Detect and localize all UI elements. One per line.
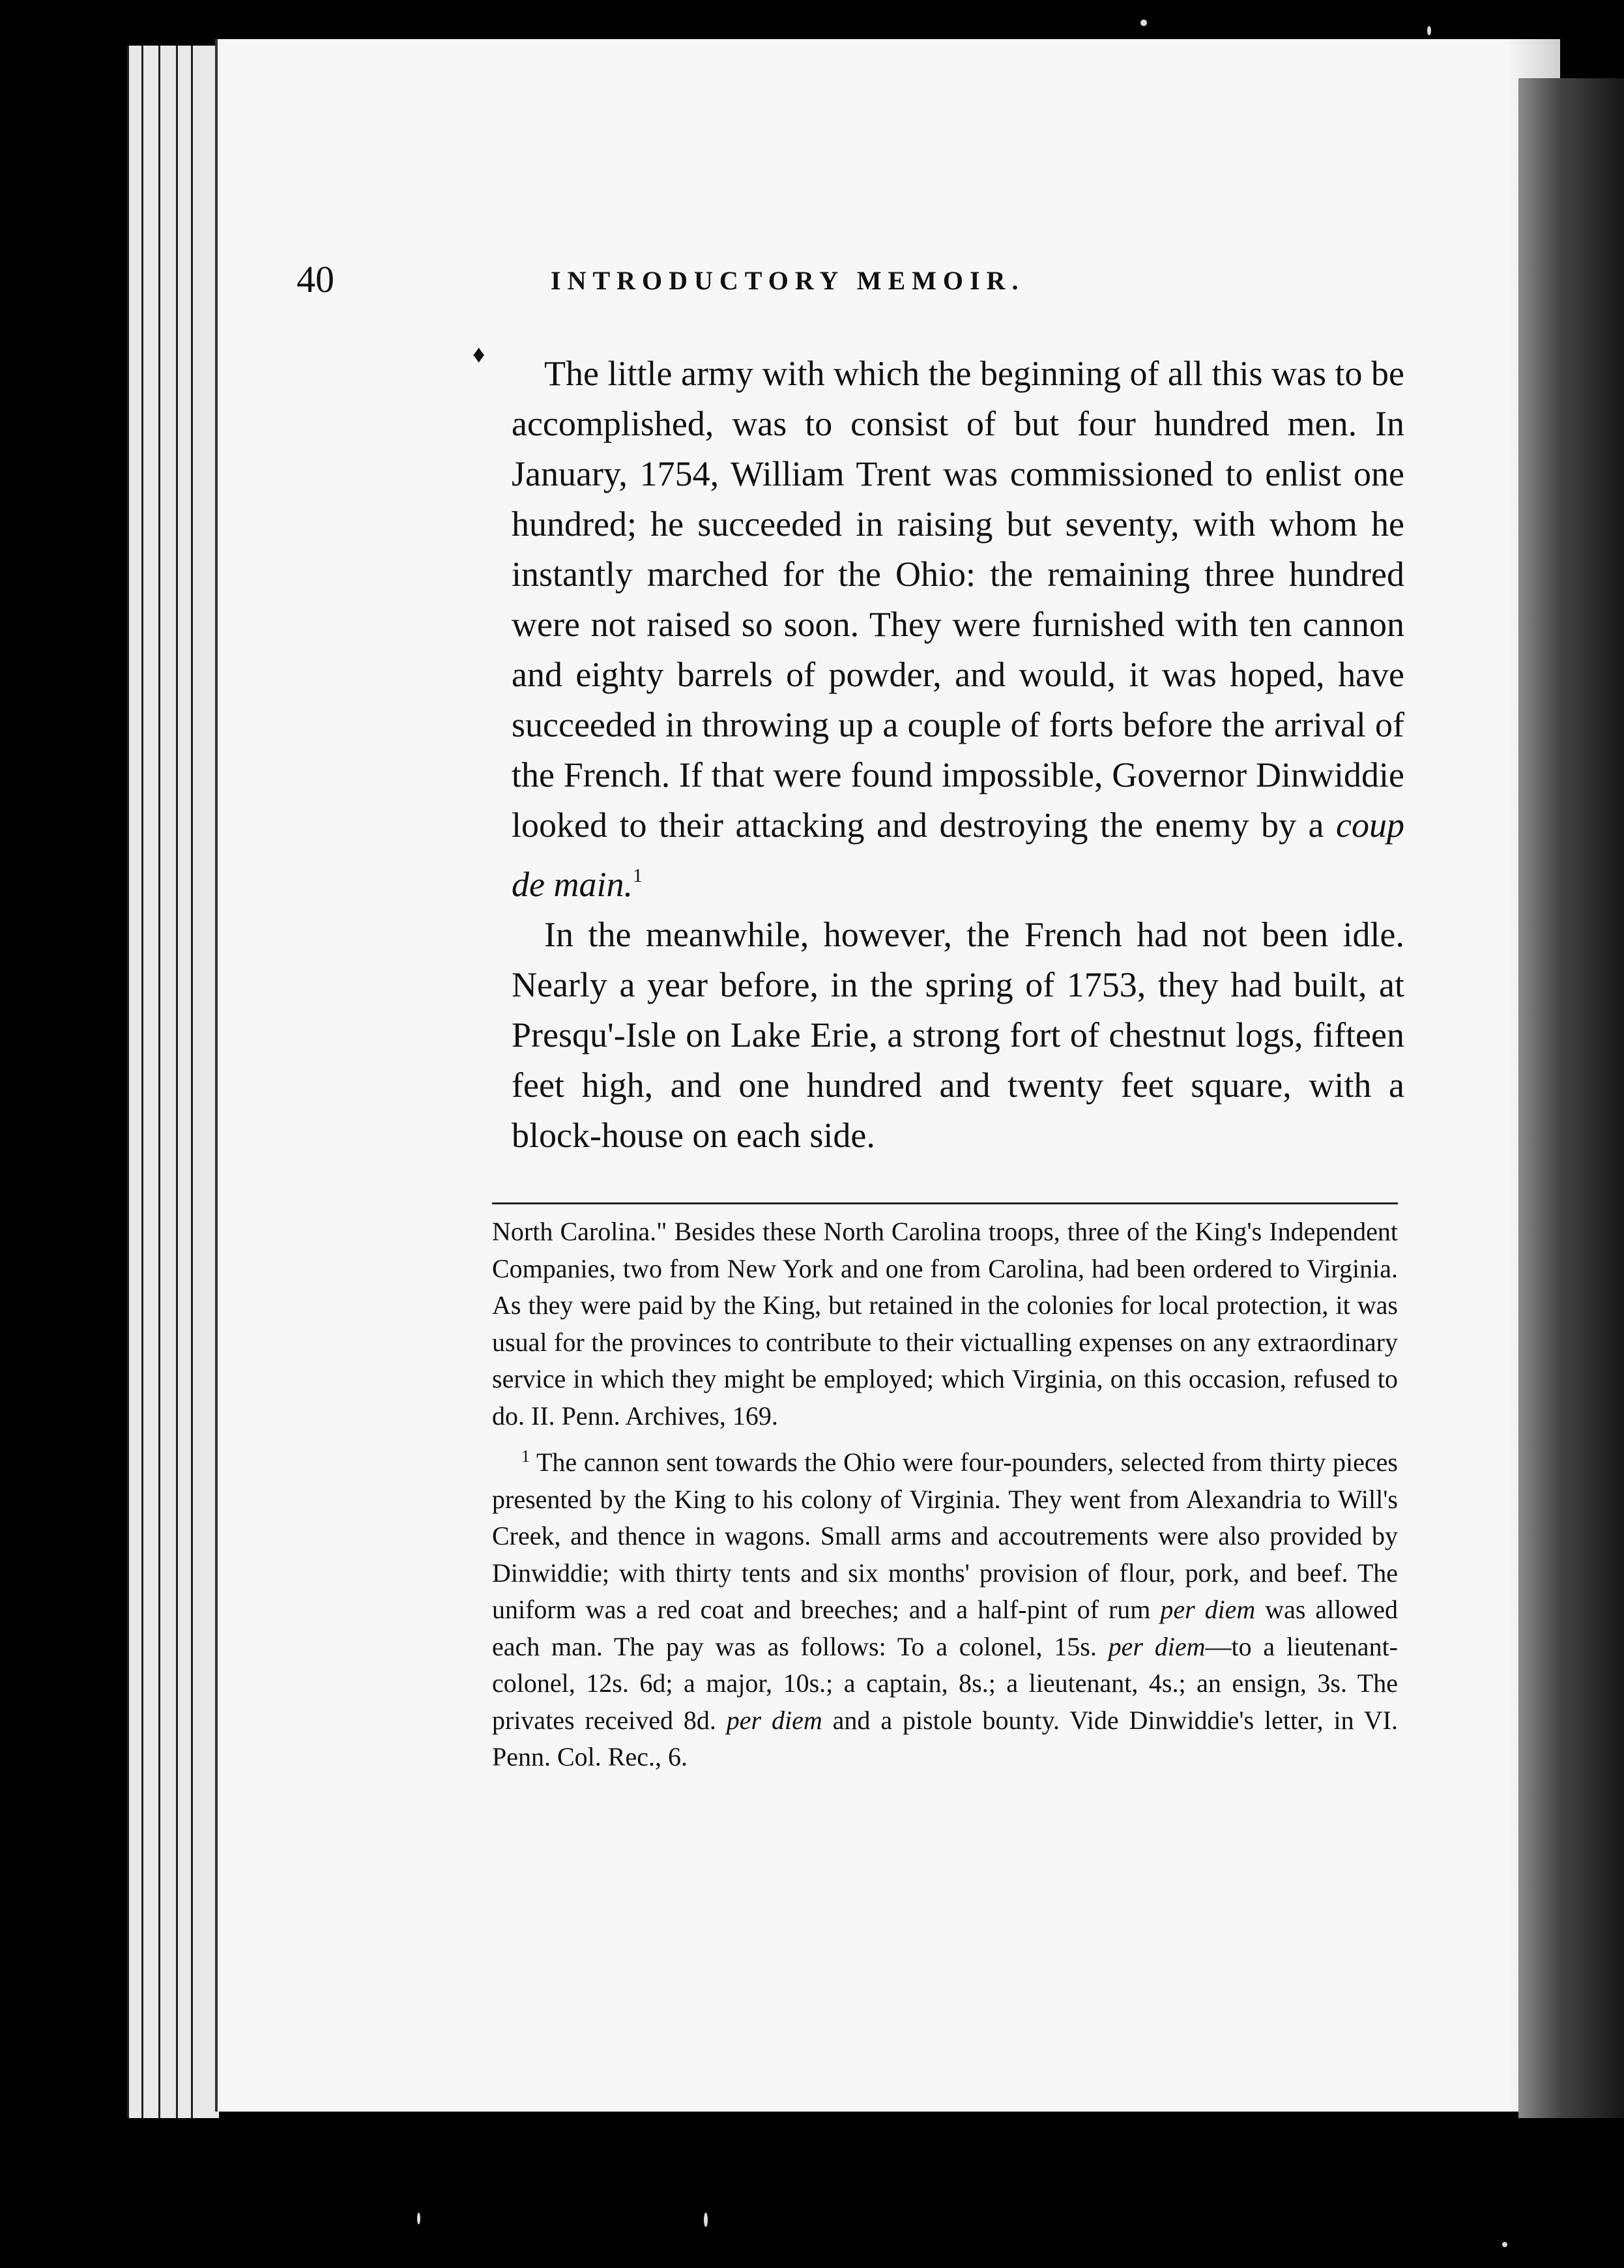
body-text — [512, 349, 1404, 1161]
page-number: 40 — [297, 258, 334, 300]
margin-mark: ♦ — [472, 341, 486, 368]
italic-phrase: coup de main. — [512, 806, 1404, 904]
footnote-rule — [492, 1202, 1398, 1204]
footnotes — [492, 1214, 1398, 1776]
book-gutter-shadow — [1518, 78, 1624, 2118]
scan-speck — [1427, 26, 1431, 35]
scan-speck — [1502, 2242, 1507, 2247]
footnote-marker: 1 — [521, 1447, 530, 1466]
scan-speck — [704, 2213, 708, 2227]
running-head: INTRODUCTORY MEMOIR. — [551, 266, 1025, 295]
footnote-reference: 1 — [632, 865, 643, 886]
page-header — [297, 257, 1209, 310]
footnote-1: $^1$ The cannon sent towards the Ohio were four-pounders, selected from thirty pieces presented by the King to his colony of Virginia. They went from Alexandria to Will's Creek, and thence in wagons. Small arms and accoutrements were also provided by Dinwiddie; with thirty tents and six months' provision of flour, pork, and beef. The uniform was a red coat and breeches; and a half-pint of rum per diem was allowed each man. The pay was as follows: To a colonel, 15s. per diem—to a lieutenant-colonel, 12s. 6d; a major, 10s.; a captain, 8s.; a lieutenant, 4s.; an ensign, 3s. The privates received 8d. per diem and a pistole bounty. Vide Dinwiddie's letter, in VI. Penn. Col. Rec., 6. — [492, 1447, 1398, 1771]
footnote-continued: North Carolina." Besides these North Carolina troops, three of the King's Independent Companies, two from New York and one from Carolina, had been ordered to Virginia. As they were paid by the King, but retained in the colonies for local protection, it was usual for the provinces to contribute to their victualling expenses on any extraordinary service in which they might be employed; which Virginia, on this occasion, refused to do. II. Penn. Archives, 169. — [492, 1217, 1398, 1431]
paragraph: In the meanwhile, however, the French had not been idle. Nearly a year before, in the spring of 1753, they had built, at Presqu'-Isle on Lake Erie, a strong fort of chestnut logs, fifteen feet high, and one hundred and twenty feet square, with a block-house on each side. — [512, 915, 1404, 1155]
scan-speck — [1140, 20, 1147, 26]
scan-speck — [417, 2213, 420, 2224]
paragraph: The little army with which the beginning of all this was to be accomplished, was to consist of but four hundred men. In January, 1754, William Trent was commissioned to enlist one hundred; he succeeded in raising but seventy, with whom he instantly marched for the Ohio: the remaining three hundred were not raised so soon. They were furnished with ten cannon and eighty barrels of powder, and would, it was hoped, have succeeded in throwing up a couple of forts before the arrival of the French. If that were found impossible, Governor Dinwiddie looked to their attacking and destroying the enemy by a coup de main.$^1$ — [512, 354, 1404, 904]
